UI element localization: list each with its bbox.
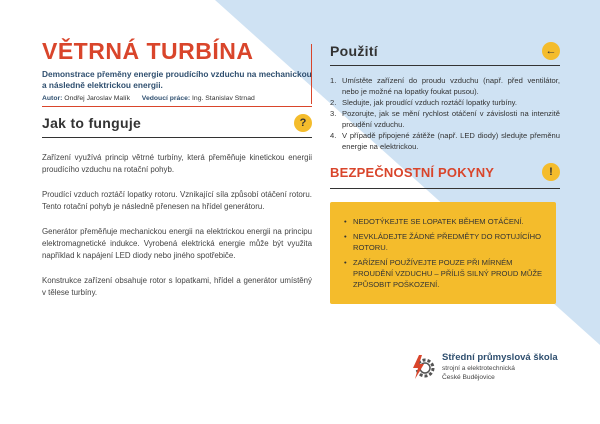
usage-steps	[330, 75, 560, 152]
school-name: Střední průmyslová škola	[442, 352, 558, 363]
question-icon: ?	[294, 114, 312, 132]
list-item: 1. Umístěte zařízení do proudu vzduchu (např. před ventilátor, nebo je možné na lopatky foukat pusou).	[330, 76, 560, 96]
list-item: • NEVKLÁDEJTE ŽÁDNÉ PŘEDMĚTY DO ROTUJÍCÍHO ROTORU.	[344, 232, 542, 252]
paragraph: Konstrukce zařízení obsahuje rotor s lopatkami, hřídel a generátor umístěný v tělese turbíny.	[42, 276, 312, 297]
exclamation-icon: !	[542, 163, 560, 181]
supervisor-name: Ing. Stanislav Strnad	[192, 95, 255, 102]
safety-header	[330, 163, 560, 181]
poster-subtitle: Demonstrace přeměny energie proudícího vzduchu na mechanickou a následně elektrickou energii.	[42, 69, 312, 90]
left-column	[42, 38, 312, 299]
section-rule	[330, 188, 560, 189]
section-rule	[330, 65, 560, 66]
school-logo	[410, 352, 558, 382]
supervisor-label: Vedoucí práce:	[141, 95, 191, 102]
title-rule	[42, 106, 312, 107]
how-it-works-header	[42, 114, 312, 132]
list-item: • ZAŘÍZENÍ POUŽÍVEJTE POUZE PŘI MÍRNÉM PROUDĚNÍ VZDUCHU – PŘÍLIŠ SILNÝ PROUD MŮŽE ZPŮSOBIT POŠKOZENÍ.	[344, 258, 543, 289]
usage-heading: Použití	[330, 43, 378, 59]
paragraph: Proudící vzduch roztáčí lopatky rotoru. Vznikající síla způsobí otáčení rotoru. Tento rotační pohyb je následně přenesen na hřídel generátoru.	[42, 190, 312, 211]
author-name: Ondřej Jaroslav Malík	[64, 95, 131, 102]
arrow-left-icon: ←	[542, 42, 560, 60]
gear-lightning-icon	[410, 354, 436, 380]
author-label: Autor:	[42, 95, 63, 102]
authors-line	[42, 95, 312, 102]
poster-title: VĚTRNÁ TURBÍNA	[42, 38, 254, 64]
paragraph: Zařízení využívá princip větrné turbíny, která přeměňuje kinetickou energii proudícího vzduchu na rotační pohyb.	[42, 153, 312, 174]
right-column	[330, 42, 560, 304]
list-item: 3. Pozorujte, jak se mění rychlost otáčení v závislosti na intenzitě proudění vzduchu.	[330, 109, 560, 129]
list-item: 2. Sledujte, jak proudící vzduch roztáčí lopatky turbíny.	[330, 98, 518, 107]
list-item: 4. V případě připojené zátěže (např. LED diody) sledujte přeměnu energie na elektrickou.	[330, 131, 560, 151]
section-rule	[42, 137, 312, 138]
list-item: • NEDOTÝKEJTE SE LOPATEK BĚHEM OTÁČENÍ.	[344, 217, 524, 226]
how-it-works-heading: Jak to funguje	[42, 115, 142, 131]
paragraph: Generátor přeměňuje mechanickou energii na elektrickou energii na principu elektromagnetické indukce. Vyrobená elektrická energie může být využita například k napájení LED diody nebo jiného spotřebiče.	[42, 227, 312, 260]
safety-heading: BEZPEČNOSTNÍ POKYNY	[330, 164, 495, 180]
school-line2: České Budějovice	[442, 374, 495, 381]
school-line1: strojní a elektrotechnická	[442, 365, 515, 372]
usage-header	[330, 42, 560, 60]
safety-box	[330, 202, 556, 304]
